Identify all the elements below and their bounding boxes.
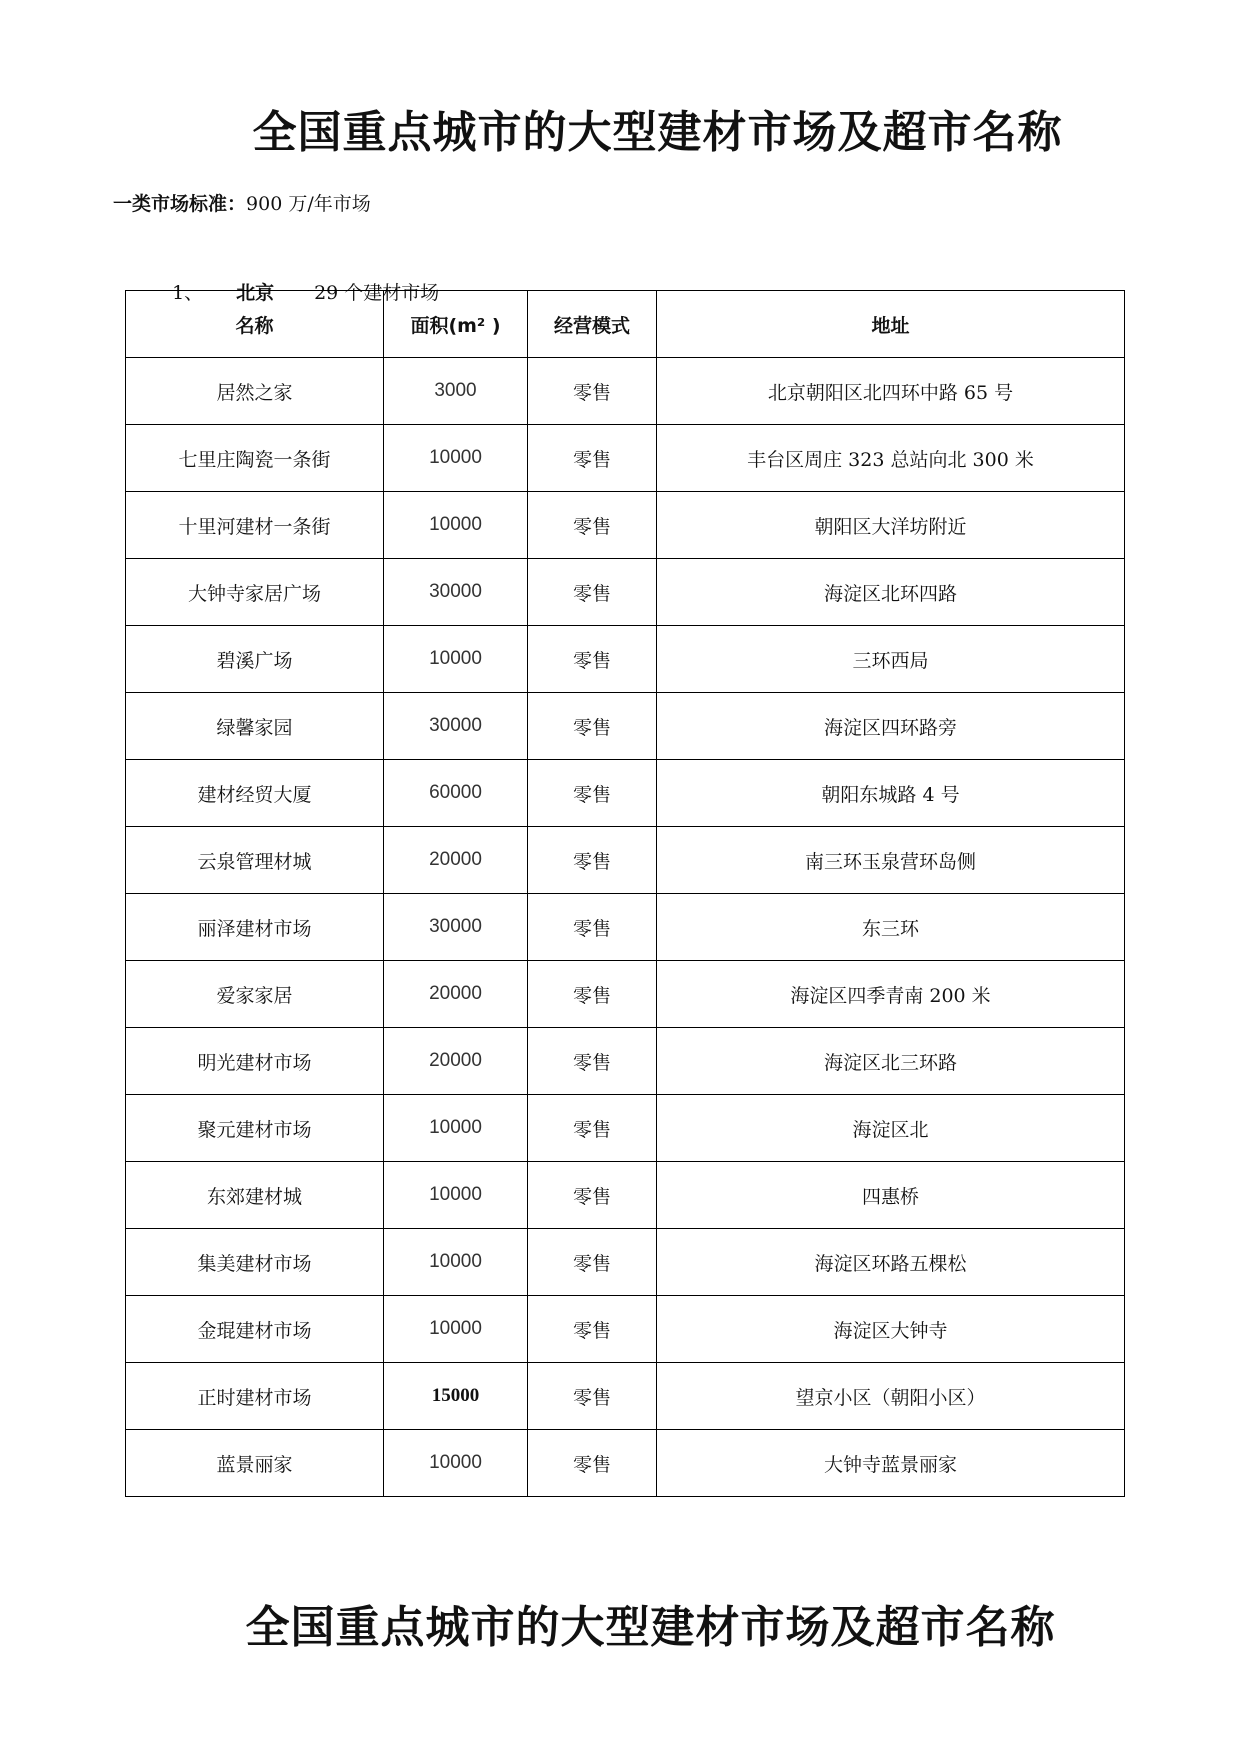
cell-area: 30000 xyxy=(384,894,528,961)
cell-area: 60000 xyxy=(384,760,528,827)
cell-address: 海淀区北三环路 xyxy=(657,1028,1125,1095)
table-row xyxy=(126,492,1125,559)
cell-mode: 零售 xyxy=(528,1430,657,1497)
cell-address: 朝阳东城路 4 号 xyxy=(657,760,1125,827)
market-table xyxy=(125,290,1125,1497)
cell-area: 10000 xyxy=(384,626,528,693)
cell-mode: 零售 xyxy=(528,1162,657,1229)
table-row xyxy=(126,1430,1125,1497)
cell-address: 海淀区四季青南 200 米 xyxy=(657,961,1125,1028)
table-row xyxy=(126,827,1125,894)
cell-area: 30000 xyxy=(384,693,528,760)
table-row xyxy=(126,425,1125,492)
table-row xyxy=(126,1095,1125,1162)
cell-area: 10000 xyxy=(384,1430,528,1497)
cell-area: 20000 xyxy=(384,827,528,894)
cell-address: 海淀区大钟寺 xyxy=(657,1296,1125,1363)
cell-address: 海淀区四环路旁 xyxy=(657,693,1125,760)
cell-name: 云泉管理材城 xyxy=(126,827,384,894)
cell-mode: 零售 xyxy=(528,1229,657,1296)
cell-name: 丽泽建材市场 xyxy=(126,894,384,961)
cell-address: 海淀区环路五棵松 xyxy=(657,1229,1125,1296)
table-row xyxy=(126,1162,1125,1229)
table-row xyxy=(126,1028,1125,1095)
cell-area: 15000 xyxy=(384,1363,528,1430)
cell-name: 聚元建材市场 xyxy=(126,1095,384,1162)
cell-address: 三环西局 xyxy=(657,626,1125,693)
cell-mode: 零售 xyxy=(528,1095,657,1162)
cell-mode: 零售 xyxy=(528,961,657,1028)
cell-address: 四惠桥 xyxy=(657,1162,1125,1229)
cell-mode: 零售 xyxy=(528,760,657,827)
cell-area: 10000 xyxy=(384,1296,528,1363)
cell-address: 北京朝阳区北四环中路 65 号 xyxy=(657,358,1125,425)
cell-area: 3000 xyxy=(384,358,528,425)
cell-area: 10000 xyxy=(384,425,528,492)
cell-address: 望京小区（朝阳小区） xyxy=(657,1363,1125,1430)
header-mode: 经营模式 xyxy=(528,291,657,358)
cell-name: 集美建材市场 xyxy=(126,1229,384,1296)
cell-mode: 零售 xyxy=(528,894,657,961)
cell-mode: 零售 xyxy=(528,1028,657,1095)
market-standard xyxy=(113,189,371,216)
table-header-row xyxy=(126,291,1125,358)
cell-area: 20000 xyxy=(384,961,528,1028)
cell-address: 大钟寺蓝景丽家 xyxy=(657,1430,1125,1497)
page-title-repeat: 全国重点城市的大型建材市场及超市名称 xyxy=(245,1602,1056,1653)
table-row xyxy=(126,894,1125,961)
cell-mode: 零售 xyxy=(528,1363,657,1430)
table-row xyxy=(126,693,1125,760)
cell-address: 海淀区北环四路 xyxy=(657,559,1125,626)
cell-name: 碧溪广场 xyxy=(126,626,384,693)
cell-name: 绿馨家园 xyxy=(126,693,384,760)
table-row xyxy=(126,559,1125,626)
cell-mode: 零售 xyxy=(528,425,657,492)
market-standard-value: 900 万/年市场 xyxy=(246,193,371,215)
cell-address: 东三环 xyxy=(657,894,1125,961)
header-name: 名称 xyxy=(126,291,384,358)
city-name: 北京 xyxy=(236,282,275,304)
table-row xyxy=(126,1229,1125,1296)
cell-mode: 零售 xyxy=(528,559,657,626)
city-market-count: 29 个建材市场 xyxy=(314,282,440,304)
cell-name: 居然之家 xyxy=(126,358,384,425)
cell-address: 丰台区周庄 323 总站向北 300 米 xyxy=(657,425,1125,492)
cell-name: 大钟寺家居广场 xyxy=(126,559,384,626)
cell-area: 20000 xyxy=(384,1028,528,1095)
table-row xyxy=(126,358,1125,425)
cell-area: 10000 xyxy=(384,1162,528,1229)
cell-address: 南三环玉泉营环岛侧 xyxy=(657,827,1125,894)
cell-area: 10000 xyxy=(384,492,528,559)
cell-name: 正时建材市场 xyxy=(126,1363,384,1430)
cell-mode: 零售 xyxy=(528,492,657,559)
cell-name: 十里河建材一条街 xyxy=(126,492,384,559)
table-row xyxy=(126,626,1125,693)
city-index: 1、 xyxy=(172,282,204,304)
cell-address: 海淀区北 xyxy=(657,1095,1125,1162)
cell-name: 爱家家居 xyxy=(126,961,384,1028)
table-row xyxy=(126,1296,1125,1363)
cell-name: 东郊建材城 xyxy=(126,1162,384,1229)
cell-name: 蓝景丽家 xyxy=(126,1430,384,1497)
table-row xyxy=(126,961,1125,1028)
cell-name: 金琨建材市场 xyxy=(126,1296,384,1363)
header-address: 地址 xyxy=(657,291,1125,358)
table-row xyxy=(126,760,1125,827)
cell-name: 建材经贸大厦 xyxy=(126,760,384,827)
cell-name: 明光建材市场 xyxy=(126,1028,384,1095)
cell-mode: 零售 xyxy=(528,1296,657,1363)
cell-area: 10000 xyxy=(384,1095,528,1162)
cell-area: 30000 xyxy=(384,559,528,626)
cell-mode: 零售 xyxy=(528,827,657,894)
cell-mode: 零售 xyxy=(528,358,657,425)
cell-name: 七里庄陶瓷一条街 xyxy=(126,425,384,492)
cell-mode: 零售 xyxy=(528,626,657,693)
market-standard-label: 一类市场标准： xyxy=(113,193,247,215)
cell-address: 朝阳区大洋坊附近 xyxy=(657,492,1125,559)
table-row xyxy=(126,1363,1125,1430)
cell-mode: 零售 xyxy=(528,693,657,760)
header-area: 面积(m² ) xyxy=(384,291,528,358)
cell-area: 10000 xyxy=(384,1229,528,1296)
page-title: 全国重点城市的大型建材市场及超市名称 xyxy=(252,107,1063,158)
